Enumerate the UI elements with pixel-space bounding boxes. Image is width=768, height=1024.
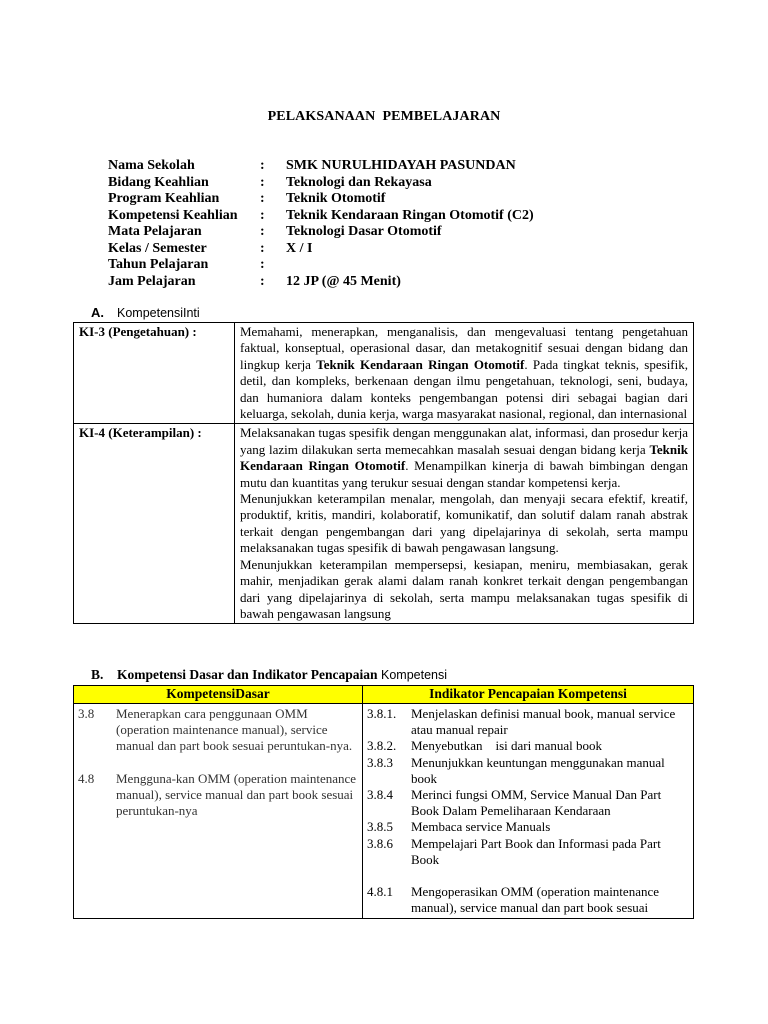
ki4-label: KI-4 (Keterampilan) : [74,424,235,624]
info-row-nama-sekolah [108,158,646,175]
section-name: Kompetensi Dasar dan Indikator Pencapaian [117,667,378,682]
info-value: Teknik Otomotif [286,191,386,206]
ki3-description [235,323,694,424]
info-colon: : [260,191,265,206]
indicator-item [367,819,689,835]
kd-text: Mengguna-kan OMM (operation maintenance manual), service manual dan part book sesuai peruntukan-nya [116,770,357,819]
indicator-item [367,738,689,754]
info-row-jam-pelajaran [108,274,646,291]
kd-number: 3.8 [78,706,95,721]
spacer [78,755,358,771]
info-colon: : [260,174,265,190]
page-title: PELAKSANAAN PEMBELAJARAN [267,109,501,124]
indicator-text: Menunjukkan keuntungan menggunakan manual book [411,754,665,786]
indicator-text: Menjelaskan definisi manual book, manual service atau manual repair [411,706,676,738]
info-value: Teknik Kendaraan Ringan Otomotif (C2) [286,207,534,223]
info-value: SMK NURULHIDAYAH PASUNDAN [286,158,516,173]
info-colon: : [260,257,265,272]
info-colon: : [260,240,265,256]
ki4-bold-text: Teknik Kendaraan Ringan Otomotif [240,441,688,474]
table-header-row [74,686,694,704]
info-label: Tahun Pelajaran [108,257,209,272]
kd-text: Menerapkan cara penggunaan OMM (operation maintenance manual), service manual dan part book sesuai peruntukan-nya. [116,706,353,754]
info-row-program-keahlian [108,191,646,208]
kd-item [78,771,358,820]
info-row-tahun-pelajaran [108,257,646,274]
section-name-rest: Kompetensi [377,668,448,682]
info-label: Jam Pelajaran [108,273,196,289]
indicator-number: 3.8.1. [367,706,397,721]
info-label: Mata Pelajaran [108,224,202,239]
info-label: Kompetensi Keahlian [108,207,238,223]
indicator-item [367,836,689,868]
indicator-number: 3.8.6 [367,835,393,851]
info-value: 12 JP (@ 45 Menit) [286,273,401,289]
indicator-text: Merinci fungsi OMM, Service Manual Dan Part Book Dalam Pemeliharaan Kendaraan [411,787,662,819]
indicator-number: 3.8.5 [367,819,393,835]
info-label: Bidang Keahlian [108,174,209,190]
info-label: Kelas / Semester [108,240,207,256]
ki3-text: Memahami, menerapkan, menganalisis, dan mengevaluasi tentang pengetahuan faktual, konseptual, operasional dasar, dan metakognitif sesuai dengan bidang dan lingkup kerja [240,324,688,372]
indicator-number: 3.8.4 [367,787,393,803]
section-letter: B. [91,667,104,682]
info-value: Teknologi dan Rekayasa [286,174,432,190]
header-indikator: Indikator Pencapaian Kompetensi [363,686,694,704]
school-info [108,158,646,290]
spacer [367,868,689,884]
info-row-bidang-keahlian [108,175,646,192]
indicator-item [367,706,689,738]
section-letter: A. [91,305,104,320]
indicator-text: Membaca service Manuals [411,819,551,835]
indicator-number: 4.8.1 [367,884,393,900]
indicator-number: 3.8.2. [367,738,397,754]
ki3-label: KI-3 (Pengetahuan) : [74,323,235,424]
info-row-kelas-semester [108,241,646,258]
info-value [286,257,646,274]
indicator-item [367,884,689,916]
ki3-text-rest: . Pada tingkat teknis, spesifik, detil, dan kompleks, berkenaan dengan ilmu pengetahuan, teknologi, seni, budaya, dan humaniora dalam konteks pengembangan potensi diri sebagai bagian dari keluarga, sekolah, dunia kerja, warga masyarakat nasional, regional, dan internasional [240,356,688,422]
kd-number: 4.8 [78,770,95,786]
section-a-heading [91,305,200,321]
info-value: X / I [286,240,313,256]
info-colon: : [260,224,265,239]
kompetensi-inti-table [73,322,694,624]
info-label: Nama Sekolah [108,158,195,173]
indicator-cell [363,704,694,919]
ki4-text-rest: . Menampilkan kinerja di bawah bimbingan dengan mutu dan kuantitas yang terukur sesuai dengan standar kompetensi kerja. [240,458,689,490]
info-value: Teknologi Dasar Otomotif [286,224,442,239]
indicator-text: Mempelajari Part Book dan Informasi pada Part Book [411,835,661,867]
kompetensi-dasar-table [73,685,694,919]
ki4-paragraph-3: Menunjukkan keterampilan mempersepsi, kesiapan, meniru, membiasakan, gerak mahir, menjadikan gerak alami dalam ranah konkret terkait dengan pengembangan dari yang dipelajarinya di sekolah, serta mampu melaksanakan tugas spesifik di bawah pengawasan langsung [240,556,688,621]
table-row [74,424,694,624]
header-kompetensi-dasar: KompetensiDasar [74,686,363,704]
info-colon: : [260,207,265,223]
ki3-bold-text: Teknik Kendaraan Ringan Otomotif [316,356,525,372]
indicator-item [367,755,689,787]
info-colon: : [260,273,265,289]
info-row-kompetensi-keahlian [108,208,646,225]
indicator-text: Mengoperasikan OMM (operation maintenance manual), service manual dan part book sesuai [411,884,660,916]
indicator-item [367,787,689,819]
info-row-mata-pelajaran [108,224,646,241]
ki4-description [235,424,694,624]
kd-item [78,706,358,755]
kd-cell [74,704,363,919]
ki4-text: Melaksanakan tugas spesifik dengan menggunakan alat, informasi, dan prosedur kerja yang lazim dilakukan serta memecahkan masalah sesuai dengan bidang kerja [240,425,688,457]
info-label: Program Keahlian [108,191,220,206]
indicator-text: Menyebutkan isi dari manual book [411,738,602,754]
table-row [74,704,694,919]
indicator-number: 3.8.3 [367,754,393,770]
ki4-paragraph-1 [240,425,688,491]
section-b-heading [91,667,447,683]
table-row [74,323,694,424]
info-colon: : [260,158,265,173]
ki4-paragraph-2: Menunjukkan keterampilan menalar, mengolah, dan menyaji secara efektif, kreatif, produktif, kritis, mandiri, kolaboratif, komunikatif, dan solutif dalam ranah abstrak terkait dengan pengembangan dari yang dipelajarinya di sekolah, serta mampu melaksanakan tugas spesifik di bawah pengawasan langsung. [240,491,688,556]
section-name: KompetensiInti [117,306,200,320]
